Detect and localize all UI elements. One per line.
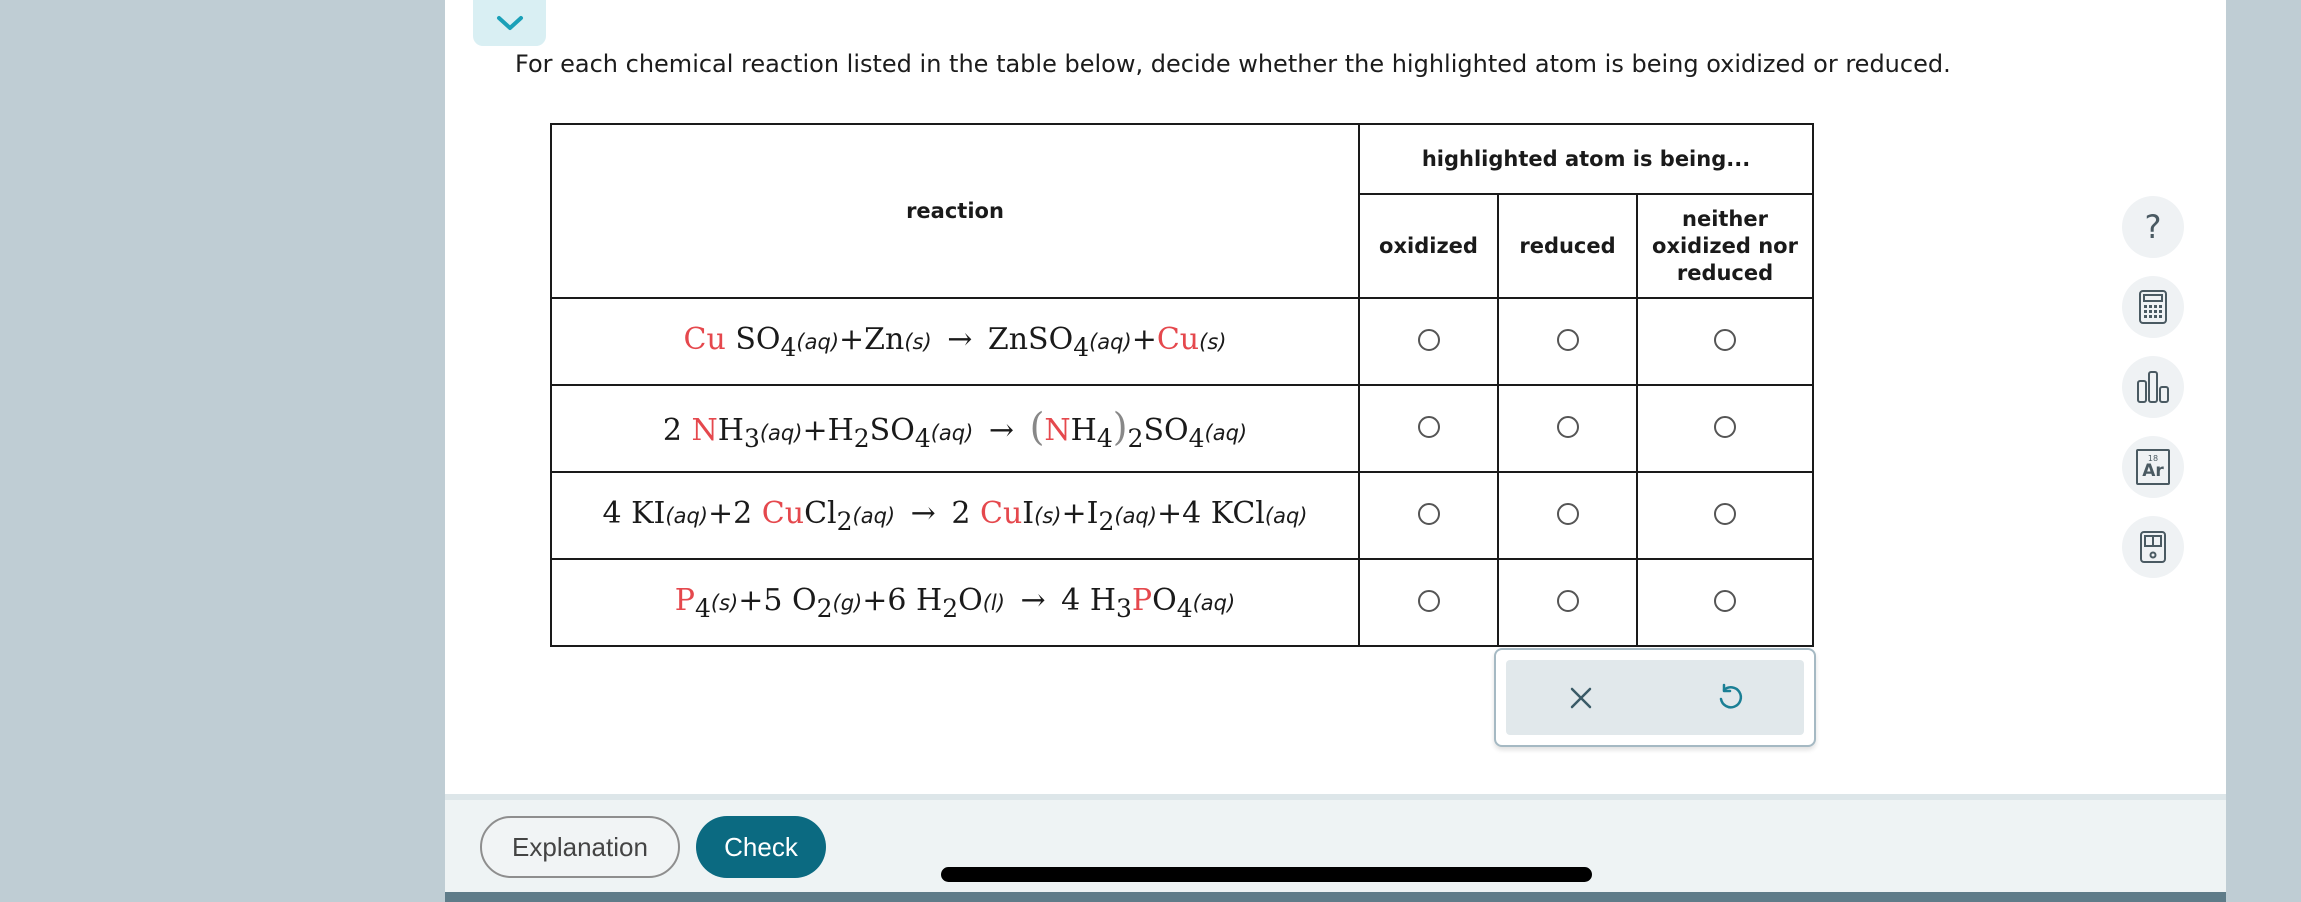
undo-icon — [1715, 683, 1745, 713]
cell-neither — [1637, 298, 1813, 385]
highlighted-atom: P — [674, 582, 695, 618]
book-icon — [2137, 529, 2169, 565]
answer-actions — [1494, 648, 1816, 747]
highlighted-atom: Cu — [683, 321, 726, 357]
reaction-header: reaction — [551, 124, 1359, 298]
reference-button[interactable] — [2122, 516, 2184, 578]
highlighted-atom: N — [1044, 412, 1071, 448]
periodic-table-button[interactable] — [2122, 436, 2184, 498]
group-header: highlighted atom is being... — [1359, 124, 1813, 194]
cell-reduced — [1498, 472, 1637, 559]
radio-oxidized[interactable] — [1418, 416, 1440, 438]
cell-neither — [1637, 559, 1813, 646]
data-button[interactable] — [2122, 356, 2184, 418]
highlighted-atom: P — [1131, 582, 1153, 618]
col-neither-line3: reduced — [1676, 260, 1774, 285]
cell-neither — [1637, 385, 1813, 472]
radio-neither[interactable] — [1714, 416, 1736, 438]
calculator-button[interactable] — [2122, 276, 2184, 338]
reaction-arrow: → — [988, 412, 1015, 448]
periodic-table-icon: 18 Ar — [2136, 449, 2170, 485]
bar-chart-icon — [2135, 369, 2171, 405]
radio-reduced[interactable] — [1557, 329, 1579, 351]
radio-oxidized[interactable] — [1418, 503, 1440, 525]
table-row — [551, 559, 1813, 646]
radio-oxidized[interactable] — [1418, 590, 1440, 612]
radio-reduced[interactable] — [1557, 416, 1579, 438]
reaction-table — [550, 123, 1814, 647]
clear-button[interactable] — [1551, 668, 1611, 728]
cell-reduced — [1498, 385, 1637, 472]
highlighted-atom: Cu — [761, 495, 805, 531]
col-neither-line2: oxidized nor — [1652, 233, 1798, 258]
question-prompt: For each chemical reaction listed in the table below, decide whether the highlighted atom is being oxidized or reduced. — [515, 50, 1951, 78]
cell-oxidized — [1359, 472, 1498, 559]
highlighted-atom: Cu — [1156, 321, 1200, 357]
cell-reduced — [1498, 298, 1637, 385]
bottom-strip — [445, 892, 2226, 902]
home-indicator — [941, 867, 1592, 882]
reaction-equation: Cu $SO_4(aq)+Zn(s)$ → ZnSO$_4$(aq)+Cu(s) — [551, 298, 1359, 385]
highlighted-atom: N — [691, 412, 718, 448]
reaction-equation: $P_4(s)+5$ $O_2(g)+6$ $H_2O(l) \to 4$ $H_3PO_4(aq)$ — [551, 559, 1359, 646]
col-neither-line1: neither — [1682, 206, 1768, 231]
cell-reduced — [1498, 559, 1637, 646]
radio-reduced[interactable] — [1557, 503, 1579, 525]
undo-button[interactable] — [1700, 668, 1760, 728]
cell-neither — [1637, 472, 1813, 559]
check-button[interactable]: Check — [696, 816, 826, 878]
reaction-arrow: → — [1020, 582, 1046, 618]
highlighted-atom: Cu — [980, 495, 1023, 531]
reaction-equation: 4 KI(aq)+2 CuCl$_2$(aq) → 2 $CuI(s)+I_2(aq)+4$ KCl(aq) — [551, 472, 1359, 559]
close-icon — [1568, 685, 1594, 711]
answer-actions-bar — [1506, 660, 1804, 735]
table-row — [551, 385, 1813, 472]
col-oxidized-header: oxidized — [1359, 194, 1498, 298]
help-button[interactable] — [2122, 196, 2184, 258]
collapse-toggle[interactable] — [473, 0, 546, 46]
calculator-icon — [2137, 289, 2169, 325]
col-reduced-header: reduced — [1498, 194, 1637, 298]
reaction-arrow: → — [947, 321, 973, 357]
cell-oxidized — [1359, 298, 1498, 385]
explanation-button[interactable]: Explanation — [480, 816, 680, 878]
reaction-arrow: → — [910, 495, 936, 531]
reaction-equation: 2 $NH_3(aq)+H_2SO_4(aq) \to (NH_4)_2SO_4(aq)$ — [551, 385, 1359, 472]
help-icon: ? — [2144, 208, 2162, 246]
col-neither-header — [1637, 194, 1813, 298]
radio-reduced[interactable] — [1557, 590, 1579, 612]
radio-neither[interactable] — [1714, 503, 1736, 525]
cell-oxidized — [1359, 559, 1498, 646]
radio-neither[interactable] — [1714, 329, 1736, 351]
radio-neither[interactable] — [1714, 590, 1736, 612]
table-row — [551, 298, 1813, 385]
table-row — [551, 472, 1813, 559]
chevron-down-icon — [495, 13, 525, 33]
cell-oxidized — [1359, 385, 1498, 472]
radio-oxidized[interactable] — [1418, 329, 1440, 351]
